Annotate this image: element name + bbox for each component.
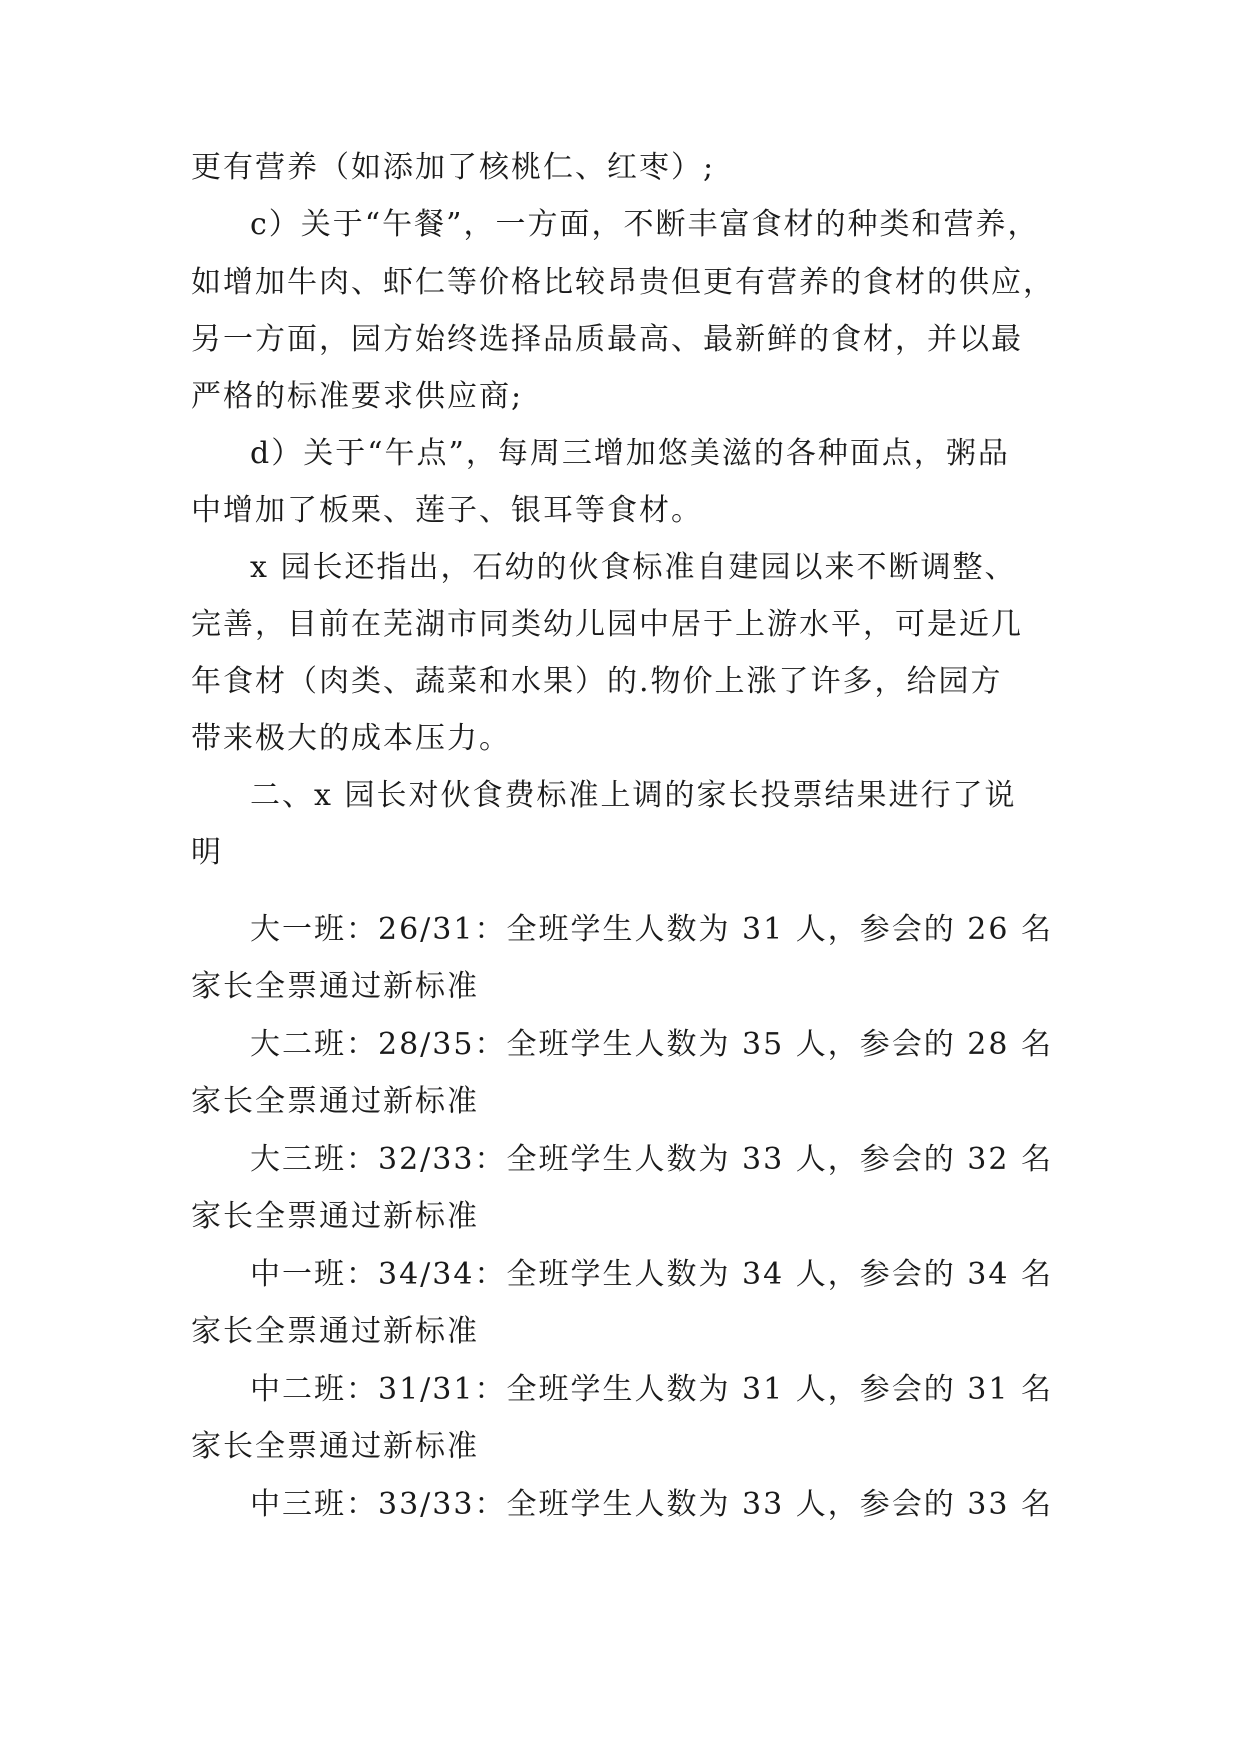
text-line: d）关于“午点”，每周三增加悠美滋的各种面点，粥品: [250, 436, 1010, 471]
text-line: 年食材（肉类、蔬菜和水果）的.物价上涨了许多，给园方: [191, 664, 1003, 699]
text-line: 严格的标准要求供应商;: [191, 379, 524, 414]
text-line: 中增加了板栗、莲子、银耳等食材。: [191, 493, 703, 528]
text-line: 家长全票通过新标准: [191, 1314, 479, 1349]
text-line: 中三班：33/33：全班学生人数为 33 人，参会的 33 名: [250, 1487, 1053, 1522]
text-line: 另一方面，园方始终选择品质最高、最新鲜的食材，并以最: [191, 322, 1023, 357]
text-line: 家长全票通过新标准: [191, 1084, 479, 1119]
text-line: 大三班：32/33：全班学生人数为 33 人，参会的 32 名: [250, 1142, 1053, 1177]
text-line: c）关于“午餐”，一方面，不断丰富食材的种类和营养，: [250, 207, 1040, 242]
text-line: 明: [191, 835, 223, 870]
text-line: 家长全票通过新标准: [191, 969, 479, 1004]
text-line: 更有营养（如添加了核桃仁、红枣）;: [191, 150, 716, 185]
text-line: 中二班：31/31：全班学生人数为 31 人，参会的 31 名: [250, 1372, 1053, 1407]
text-line: 如增加牛肉、虾仁等价格比较昂贵但更有营养的食材的供应，: [191, 265, 1055, 300]
text-line: 中一班：34/34：全班学生人数为 34 人，参会的 34 名: [250, 1257, 1053, 1292]
text-line: 带来极大的成本压力。: [191, 721, 511, 756]
text-line: 大二班：28/35：全班学生人数为 35 人，参会的 28 名: [250, 1027, 1053, 1062]
text-line: 二、x 园长对伙食费标准上调的家长投票结果进行了说: [250, 778, 1017, 813]
text-line: 大一班：26/31：全班学生人数为 31 人，参会的 26 名: [250, 912, 1053, 947]
text-line: x 园长还指出，石幼的伙食标准自建园以来不断调整、: [250, 550, 1017, 585]
text-line: 家长全票通过新标准: [191, 1199, 479, 1234]
text-line: 家长全票通过新标准: [191, 1429, 479, 1464]
text-line: 完善，目前在芜湖市同类幼儿园中居于上游水平，可是近几: [191, 607, 1023, 642]
